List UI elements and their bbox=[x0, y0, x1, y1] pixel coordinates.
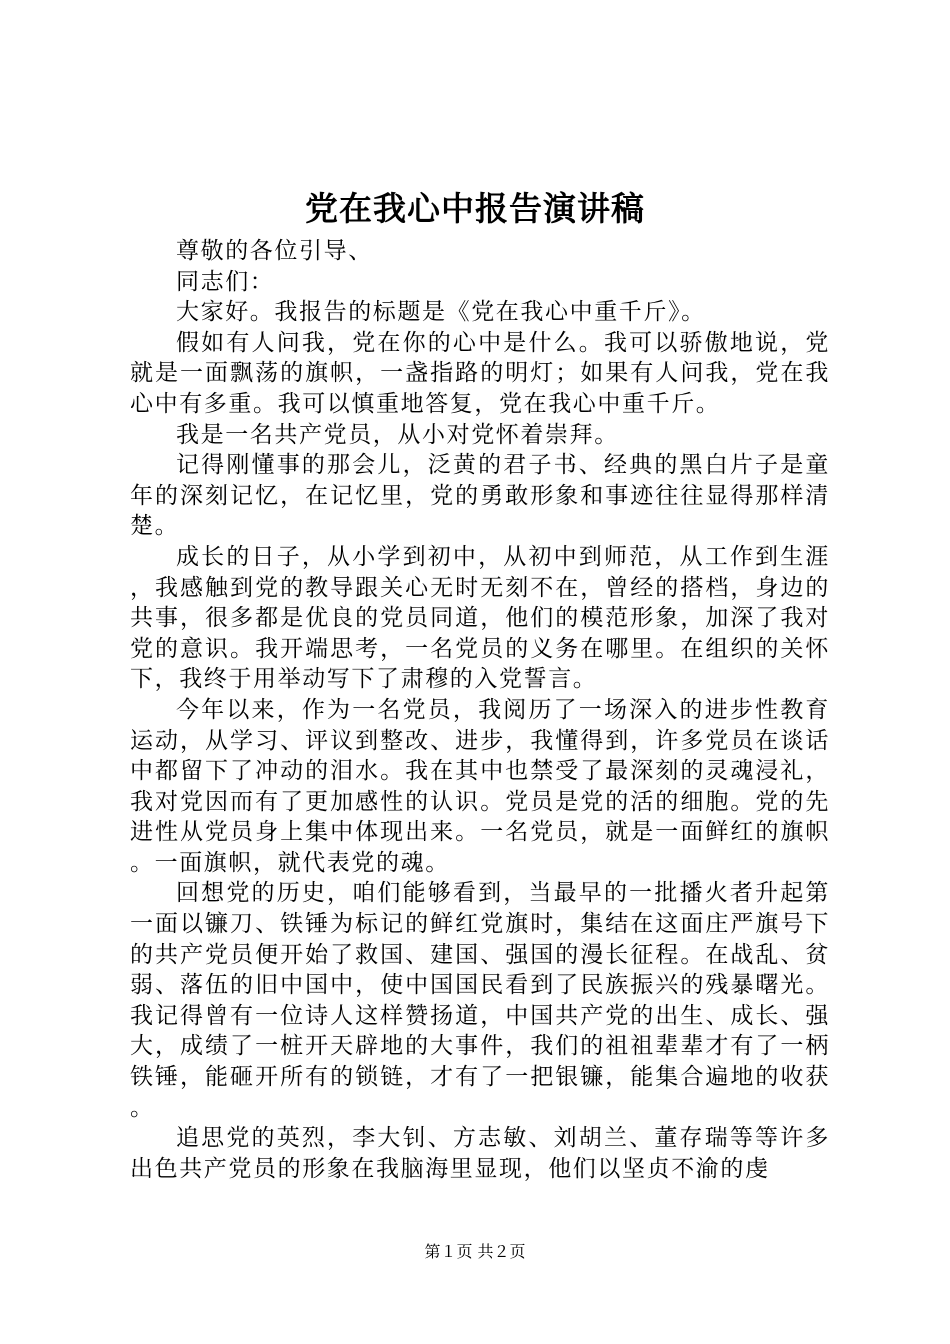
paragraph: 今年以来，作为一名党员，我阅历了一场深入的进步性教育运动，从学习、评议到整改、进步，我懂得到，许多党员在谈话中都留下了冲动的泪水。我在其中也禁受了最深刻的灵魂浸礼，我对党因而有了更加感性的认识。党员是党的活的细胞。党的先进性从党员身上集中体现出来。一名党员，就是一面鲜红的旗帜。一面旗帜，就代表党的魂。 bbox=[130, 696, 830, 876]
page-footer: 第１页 共２页 bbox=[424, 1242, 526, 1261]
paragraph: 回想党的历史，咱们能够看到，当最早的一批播火者升起第一面以镰刀、铁锤为标记的鲜红党旗时，集结在这面庄严旗号下的共产党员便开始了救国、建国、强国的漫长征程。在战乱、贫弱、落伍的旧中国中，使中国国民看到了民族振兴的残暴曙光。我记得曾有一位诗人这样赞扬道，中国共产党的出生、成长、强大，成绩了一桩开天辟地的大事件，我们的祖祖辈辈才有了一柄铁锤，能砸开所有的锁链，才有了一把银镰，能集合遍地的收获。 bbox=[130, 880, 830, 1121]
document-title: 党在我心中报告演讲稿 bbox=[305, 189, 645, 228]
paragraph: 假如有人问我，党在你的心中是什么。我可以骄傲地说，党就是一面飘荡的旗帜，一盏指路的明灯；如果有人问我，党在我心中有多重。我可以慎重地答复，党在我心中重千斤。 bbox=[130, 329, 830, 417]
paragraph-greeting: 大家好。我报告的标题是《党在我心中重千斤》。 bbox=[176, 299, 706, 326]
document-body bbox=[130, 236, 830, 1184]
paragraph: 记得刚懂事的那会儿，泛黄的君子书、经典的黑白片子是童年的深刻记忆，在记忆里，党的勇敢形象和事迹往往显得那样清楚。 bbox=[130, 452, 830, 540]
paragraph-salutation: 尊敬的各位引导、 bbox=[176, 238, 373, 264]
paragraph-comrades: 同志们： bbox=[176, 268, 275, 295]
paragraph: 成长的日子，从小学到初中，从初中到师范，从工作到生涯，我感触到党的教导跟关心无时无刻不在，曾经的搭档，身边的共事，很多都是优良的党员同道，他们的模范形象，加深了我对党的意识。我开端思考，一名党员的义务在哪里。在组织的关怀下，我终于用举动写下了肃穆的入党誓言。 bbox=[130, 543, 830, 693]
paragraph: 追思党的英烈，李大钊、方志敏、刘胡兰、董存瑞等等许多出色共产党员的形象在我脑海里显现，他们以坚贞不渝的虔 bbox=[130, 1125, 830, 1182]
paragraph: 我是一名共产党员，从小对党怀着崇拜。 bbox=[176, 421, 619, 448]
